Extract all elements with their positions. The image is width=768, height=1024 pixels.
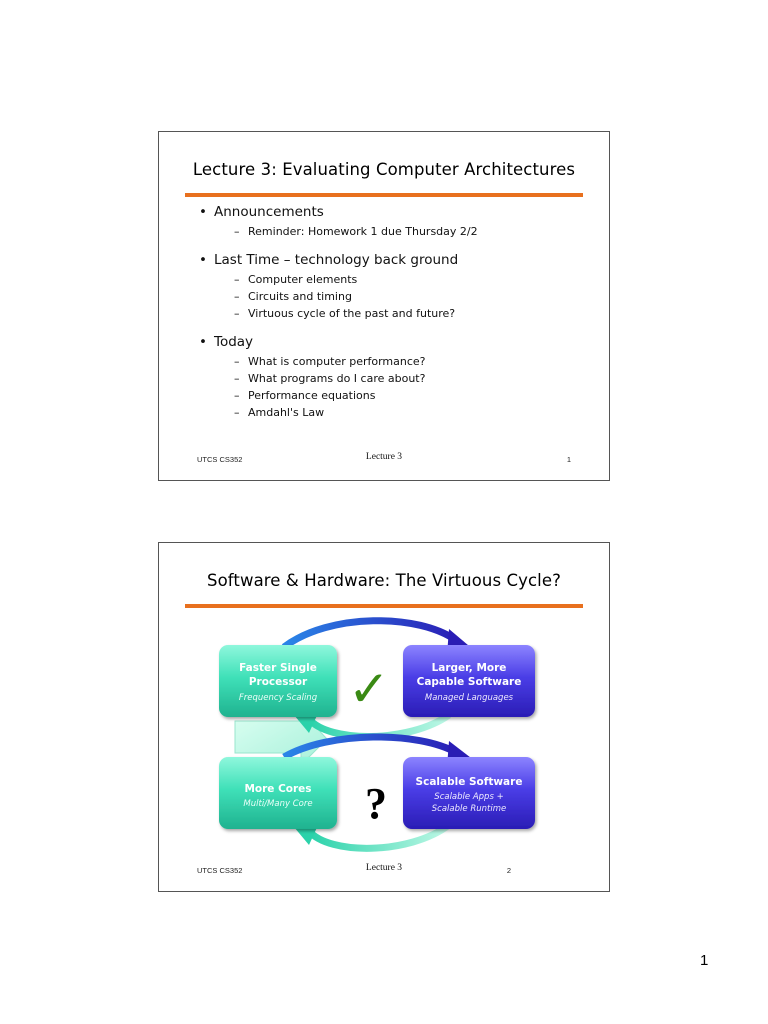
sub-item: – Reminder: Homework 1 due Thursday 2/2 (234, 225, 478, 238)
sub-item: – Performance equations (234, 389, 376, 402)
footer-course: UTCS CS352 (197, 455, 243, 464)
bullet-dot: • (199, 252, 207, 268)
page-number: 1 (700, 952, 709, 969)
bullet-text: Last Time – technology back ground (214, 252, 459, 268)
box-bottom-right-caption2: Scalable Runtime (431, 804, 507, 814)
top-cycle-arrow-right (284, 621, 457, 647)
sub-list (214, 271, 589, 322)
sub-list (214, 353, 589, 421)
box-top-left-line2: Processor (248, 676, 308, 688)
sub-item: – Computer elements (234, 273, 358, 286)
virtuous-cycle-diagram (159, 543, 611, 893)
bullet-dot: • (199, 334, 207, 350)
box-top-right-line2: Capable Software (416, 676, 522, 688)
footer-slide-number: 2 (506, 866, 511, 875)
sub-item: – Virtuous cycle of the past and future? (234, 307, 456, 320)
question-mark-icon: ? (365, 779, 387, 828)
footer-slide-number: 1 (566, 455, 571, 464)
box-bottom-left-caption: Multi/Many Core (243, 799, 313, 809)
box-top-right-caption: Managed Languages (424, 693, 514, 703)
slide-1-title: Lecture 3: Evaluating Computer Architectures (192, 160, 576, 179)
slide-2-title: Software & Hardware: The Virtuous Cycle? (207, 571, 561, 590)
bullet-announcements (199, 204, 589, 240)
sub-item: – Circuits and timing (234, 290, 352, 303)
footer-lecture: Lecture 3 (365, 863, 403, 873)
bullet-text: Today (214, 334, 254, 350)
bullet-last-time (199, 252, 589, 322)
sub-item: – What programs do I care about? (234, 372, 426, 385)
box-bottom-left-line1: More Cores (244, 783, 312, 795)
footer-lecture: Lecture 3 (365, 452, 403, 462)
bullet-text: Announcements (214, 204, 324, 220)
bullet-today (199, 334, 589, 421)
slide-2 (158, 542, 610, 892)
sub-item: – What is computer performance? (234, 355, 426, 368)
bullet-dot: • (199, 204, 207, 220)
slide-1 (158, 131, 610, 481)
box-bottom-right-line1: Scalable Software (415, 776, 523, 788)
box-top-left-line1: Faster Single (239, 662, 317, 674)
slide-1-bullet-list (199, 204, 589, 421)
slide-2-footer (197, 863, 571, 880)
sub-list (214, 223, 589, 240)
slide-1-title-rule (185, 193, 583, 197)
box-top-left-caption: Frequency Scaling (238, 693, 318, 703)
box-bottom-right-caption1: Scalable Apps + (434, 792, 504, 802)
top-cycle-arrow-left (309, 715, 449, 737)
sub-item: – Amdahl's Law (234, 406, 325, 419)
footer-course: UTCS CS352 (197, 866, 243, 875)
box-top-right-line1: Larger, More (431, 662, 507, 674)
slide-1-footer (197, 452, 571, 469)
checkmark-icon: ✓ (348, 660, 390, 718)
